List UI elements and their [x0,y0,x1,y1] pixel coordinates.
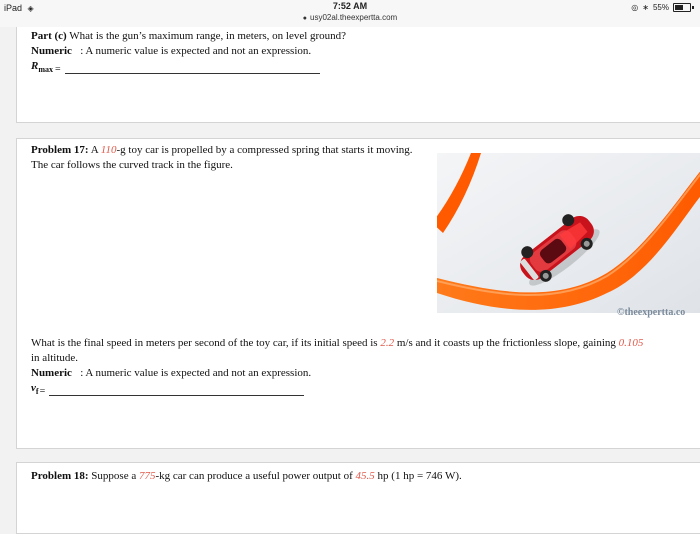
problem-18-power-value: 45.5 [355,470,375,482]
part-c-panel [16,27,700,123]
vf-answer-input[interactable] [49,394,304,396]
url-text: usy02al.theexpertta.com [310,13,398,22]
problem-18-text-before: Suppose a [91,470,137,482]
device-label: iPad [4,3,23,13]
problem-17-question-panel [16,330,700,449]
battery-fill [675,5,683,10]
rmax-equals: = [55,64,61,76]
problem-18-text-middle: -kg car can produce a useful power output of [155,470,353,482]
part-c-label: Part (c) [31,30,67,42]
numeric-label: Numeric [31,367,72,379]
vf-var-main: v [31,382,36,394]
problem-17-mass-value: 110 [100,144,117,156]
status-bar [0,0,700,27]
vf-variable [31,381,39,399]
wifi-icon: ◈ [27,4,34,13]
status-icons [631,3,694,12]
problem-17-statement [31,143,426,173]
problem-18-text-after: hp (1 hp = 746 W). [377,470,462,482]
watermark: ©theexpertta.co [617,307,686,318]
part-c-text: What is the gun’s maximum range, in meters, on level ground? [69,30,347,42]
part-c-answer-row [31,59,320,77]
numeric-note: : A numeric value is expected and not an expression. [80,45,312,57]
problem-17-answer-row [31,381,304,399]
lock-icon: ● [302,15,308,22]
problem-17-panel [16,138,700,332]
problem-18-label: Problem 18: [31,470,89,482]
problem-17-speed-value: 2.2 [380,337,395,349]
vf-var-sub: f [35,387,39,397]
problem-17-q-end: in altitude. [31,352,79,364]
problem-17-label: Problem 17: [31,144,89,156]
rmax-var-sub: max [38,65,54,75]
problem-18-mass-value: 775 [138,470,156,482]
problem-17-q-middle: m/s and it coasts up the frictionless slope, gaining [396,337,616,349]
problem-17-numeric-note [31,366,311,381]
problem-17-text-after: -g toy car is propelled by a compressed spring that starts it moving. The car follows the curved track in the figure. [31,144,413,171]
numeric-note: : A numeric value is expected and not an expression. [80,367,312,379]
battery-icon [673,3,691,12]
toy-car-photo [437,153,700,313]
problem-18-panel [16,462,700,534]
problem-17-q-before: What is the final speed in meters per second of the toy car, if its initial speed is [31,337,378,349]
address-bar[interactable] [0,13,700,22]
clock: 7:52 AM [332,1,368,11]
battery-percent: 55% [652,3,669,12]
location-icon: ◎ [631,3,639,12]
rmax-answer-input[interactable] [65,72,320,74]
problem-17-question [31,336,700,351]
toy-car-illustration [437,153,700,313]
problem-17-altitude-value: 0.105 [618,337,644,349]
bluetooth-icon: ∗ [642,3,649,12]
problem-18-statement [31,469,700,484]
numeric-label: Numeric [31,45,72,57]
vf-equals: = [39,386,46,398]
rmax-var-main: R [31,60,39,72]
rmax-variable [31,59,53,77]
part-c-numeric-note [31,44,311,59]
battery-tip [692,6,694,9]
problem-17-text-before: A [90,144,99,156]
part-c-question [31,29,346,44]
